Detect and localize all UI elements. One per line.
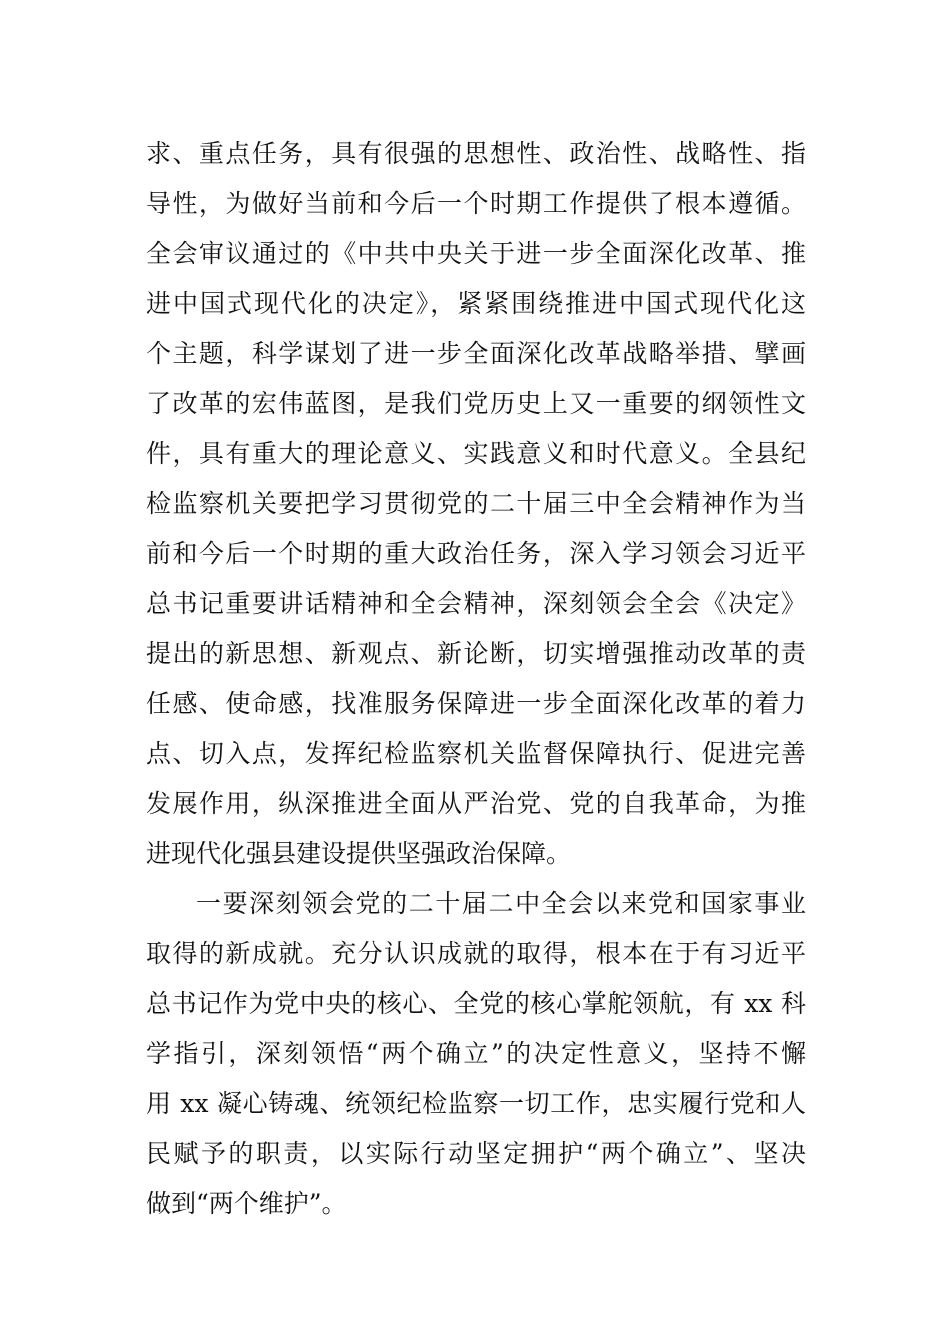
- paragraph-1-line-6: 了改革的宏伟蓝图，是我们党历史上又一重要的纲领性文: [146, 389, 806, 418]
- paragraph-2-line-2: 取得的新成就。充分认识成就的取得，根本在于有习近平: [146, 939, 806, 968]
- paragraph-1-line-13: 点、切入点，发挥纪检监察机关监督保障执行、促进完善: [146, 739, 806, 768]
- paragraph-1-line-14: 发展作用，纵深推进全面从严治党、党的自我革命，为推: [146, 789, 806, 818]
- paragraph-2-line-1: 一要深刻领会党的二十届二中全会以来党和国家事业: [196, 889, 806, 918]
- paragraph-2-line-3: 总书记作为党中央的核心、全党的核心掌舵领航，有 xx 科: [146, 989, 806, 1018]
- paragraph-1-line-5: 个主题，科学谋划了进一步全面深化改革战略举措、擘画: [146, 339, 806, 368]
- paragraph-1-line-3: 全会审议通过的《中共中央关于进一步全面深化改革、推: [146, 239, 806, 268]
- paragraph-1-line-11: 提出的新思想、新观点、新论断，切实增强推动改革的责: [146, 639, 806, 668]
- paragraph-2-line-6: 民赋予的职责，以实际行动坚定拥护“两个确立”、坚决: [146, 1139, 806, 1168]
- paragraph-1-line-10: 总书记重要讲话精神和全会精神，深刻领会全会《决定》: [146, 589, 806, 618]
- paragraph-1-line-1: 求、重点任务，具有很强的思想性、政治性、战略性、指: [146, 139, 806, 168]
- paragraph-1-line-15: 进现代化强县建设提供坚强政治保障。: [146, 839, 572, 868]
- paragraph-1-line-7: 件，具有重大的理论意义、实践意义和时代意义。全县纪: [146, 439, 806, 468]
- paragraph-1-line-4: 进中国式现代化的决定》，紧紧围绕推进中国式现代化这: [146, 289, 806, 318]
- paragraph-1-line-12: 任感、使命感，找准服务保障进一步全面深化改革的着力: [146, 689, 806, 718]
- paragraph-1-line-9: 前和今后一个时期的重大政治任务，深入学习领会习近平: [146, 539, 806, 568]
- paragraph-2-line-4: 学指引，深刻领悟“两个确立”的决定性意义，坚持不懈: [146, 1039, 806, 1068]
- paragraph-1-line-2: 导性，为做好当前和今后一个时期工作提供了根本遵循。: [146, 189, 806, 218]
- paragraph-1-line-8: 检监察机关要把学习贯彻党的二十届三中全会精神作为当: [146, 489, 806, 518]
- paragraph-2-line-5: 用 xx 凝心铸魂、统领纪检监察一切工作，忠实履行党和人: [146, 1089, 806, 1118]
- paragraph-2-line-7: 做到“两个维护”。: [146, 1189, 347, 1218]
